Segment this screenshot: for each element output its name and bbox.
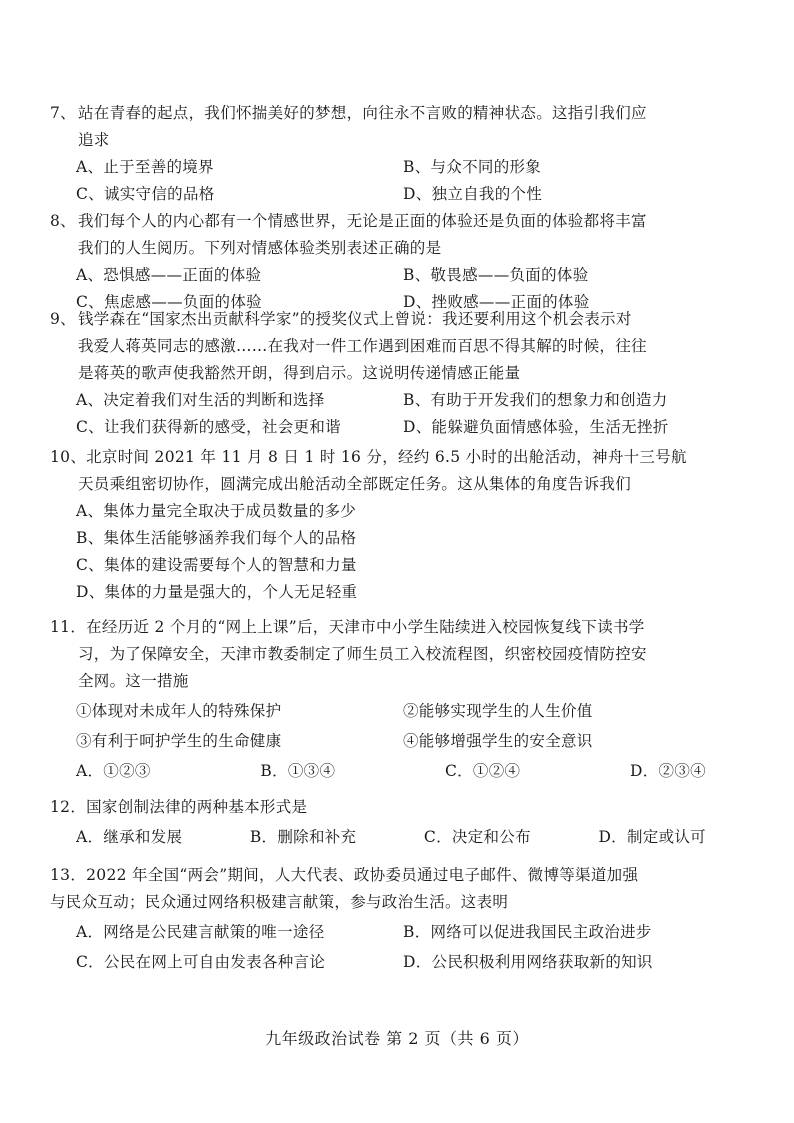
stem-line: 北京时间 2021 年 11 月 8 日 1 时 16 分，经约 6.5 小时的出舱活动，神舟十三号航 bbox=[86, 448, 687, 466]
stem-line: 钱学森在“国家杰出贡献科学家”的授奖仪式上曾说：我还要利用这个机会表示对 bbox=[78, 310, 632, 328]
question-10 bbox=[50, 444, 730, 606]
stem-line: 国家创制法律的两种基本形式是 bbox=[86, 798, 308, 816]
question-number: 8、 bbox=[50, 212, 76, 230]
option-a[interactable]: A、止于至善的境界 bbox=[76, 158, 214, 176]
statements-row bbox=[50, 698, 730, 725]
question-number: 10、 bbox=[50, 448, 87, 466]
options-row bbox=[50, 414, 730, 441]
options-row bbox=[50, 824, 730, 851]
stem-line: 在经历近 2 个月的“网上上课”后，天津市中小学生陆续进入校园恢复线下读书学 bbox=[86, 618, 645, 636]
question-stem bbox=[50, 208, 730, 235]
question-9 bbox=[50, 306, 730, 441]
question-number: 11． bbox=[50, 618, 87, 636]
question-number: 13． bbox=[50, 866, 87, 884]
stem-line: 是蒋英的歌声使我豁然开朗，得到启示。这说明传递情感正能量 bbox=[78, 364, 521, 382]
stem-line: 全网。这一措施 bbox=[78, 672, 189, 690]
options-row bbox=[50, 919, 730, 946]
question-stem bbox=[50, 614, 730, 641]
stem-line: 习，为了保障安全，天津市教委制定了师生员工入校流程图，织密校园疫情防控安 bbox=[78, 645, 647, 663]
statement-3: ③有利于呵护学生的生命健康 bbox=[76, 732, 282, 750]
question-8 bbox=[50, 208, 730, 316]
option-a[interactable]: A、集体力量完全取决于成员数量的多少 bbox=[76, 502, 357, 520]
option-c[interactable]: C．公民在网上可自由发表各种言论 bbox=[76, 953, 326, 971]
option-a[interactable]: A．①②③ bbox=[76, 762, 151, 780]
question-stem bbox=[50, 862, 730, 889]
stem-line: 我爱人蒋英同志的感激……在我对一件工作遇到困难而百思不得其解的时候，往往 bbox=[78, 337, 647, 355]
option-d[interactable]: D、独立自我的个性 bbox=[403, 185, 543, 203]
stem-line: 与民众互动；民众通过网络积极建言献策，参与政治生活。这表明 bbox=[50, 893, 509, 911]
options-row bbox=[50, 181, 730, 208]
options-row bbox=[50, 262, 730, 289]
page-footer: 九年级政治试卷 第 2 页（共 6 页） bbox=[265, 1029, 529, 1048]
stem-line: 2022 年全国“两会”期间，人大代表、政协委员通过电子邮件、微博等渠道加强 bbox=[86, 866, 639, 884]
option-b[interactable]: B、集体生活能够涵养我们每个人的品格 bbox=[76, 529, 357, 547]
question-stem bbox=[50, 306, 730, 333]
question-7 bbox=[50, 100, 730, 208]
stem-line: 站在青春的起点，我们怀揣美好的梦想，向往永不言败的精神状态。这指引我们应 bbox=[78, 104, 647, 122]
statements-row bbox=[50, 728, 730, 755]
option-c[interactable]: C、诚实守信的品格 bbox=[76, 185, 215, 203]
option-a[interactable]: A、恐惧感——正面的体验 bbox=[76, 266, 262, 284]
question-number: 7、 bbox=[50, 104, 76, 122]
option-b[interactable]: B．删除和补充 bbox=[249, 828, 357, 846]
option-c[interactable]: C．决定和公布 bbox=[423, 828, 531, 846]
option-d[interactable]: D、集体的力量是强大的，个人无足轻重 bbox=[76, 583, 358, 601]
option-d[interactable]: D．②③④ bbox=[630, 762, 706, 780]
options-row bbox=[50, 154, 730, 181]
statement-1: ①体现对未成年人的特殊保护 bbox=[76, 702, 282, 720]
option-d[interactable]: D、挫败感——正面的体验 bbox=[403, 293, 590, 311]
option-d[interactable]: D、能躲避负面情感体验，生活无挫折 bbox=[403, 418, 669, 436]
option-c[interactable]: C、让我们获得新的感受，社会更和谐 bbox=[76, 418, 341, 436]
option-c[interactable]: C、焦虑感——负面的体验 bbox=[76, 293, 262, 311]
option-d[interactable]: D．公民积极利用网络获取新的知识 bbox=[403, 953, 653, 971]
question-13 bbox=[50, 862, 730, 976]
option-c[interactable]: C．①②④ bbox=[444, 762, 521, 780]
option-a[interactable]: A．网络是公民建言献策的唯一途径 bbox=[76, 923, 325, 941]
options-row bbox=[50, 758, 730, 785]
options-row bbox=[50, 949, 730, 976]
option-b[interactable]: B、与众不同的形象 bbox=[403, 158, 542, 176]
option-b[interactable]: B、敬畏感——负面的体验 bbox=[403, 266, 589, 284]
question-stem bbox=[50, 100, 730, 127]
stem-line: 追求 bbox=[78, 131, 110, 149]
question-number: 12． bbox=[50, 798, 87, 816]
question-stem bbox=[50, 794, 730, 821]
statement-4: ④能够增强学生的安全意识 bbox=[403, 732, 593, 750]
option-c[interactable]: C、集体的建设需要每个人的智慧和力量 bbox=[76, 556, 357, 574]
stem-line: 天员乘组密切协作，圆满完成出舱活动全部既定任务。这从集体的角度告诉我们 bbox=[78, 475, 632, 493]
question-11 bbox=[50, 614, 730, 785]
stem-line: 我们每个人的内心都有一个情感世界，无论是正面的体验还是负面的体验都将丰富 bbox=[78, 212, 647, 230]
question-number: 9、 bbox=[50, 310, 76, 328]
option-b[interactable]: B．①③④ bbox=[260, 762, 336, 780]
option-b[interactable]: B．网络可以促进我国民主政治进步 bbox=[403, 923, 652, 941]
option-a[interactable]: A．继承和发展 bbox=[76, 828, 183, 846]
statement-2: ②能够实现学生的人生价值 bbox=[403, 702, 593, 720]
option-b[interactable]: B、有助于开发我们的想象力和创造力 bbox=[403, 391, 668, 409]
stem-line: 我们的人生阅历。下列对情感体验类别表述正确的是 bbox=[78, 239, 442, 257]
question-12 bbox=[50, 794, 730, 851]
option-a[interactable]: A、决定着我们对生活的判断和选择 bbox=[76, 391, 325, 409]
question-stem bbox=[50, 444, 730, 471]
options-row bbox=[50, 387, 730, 414]
option-d[interactable]: D．制定或认可 bbox=[598, 828, 706, 846]
